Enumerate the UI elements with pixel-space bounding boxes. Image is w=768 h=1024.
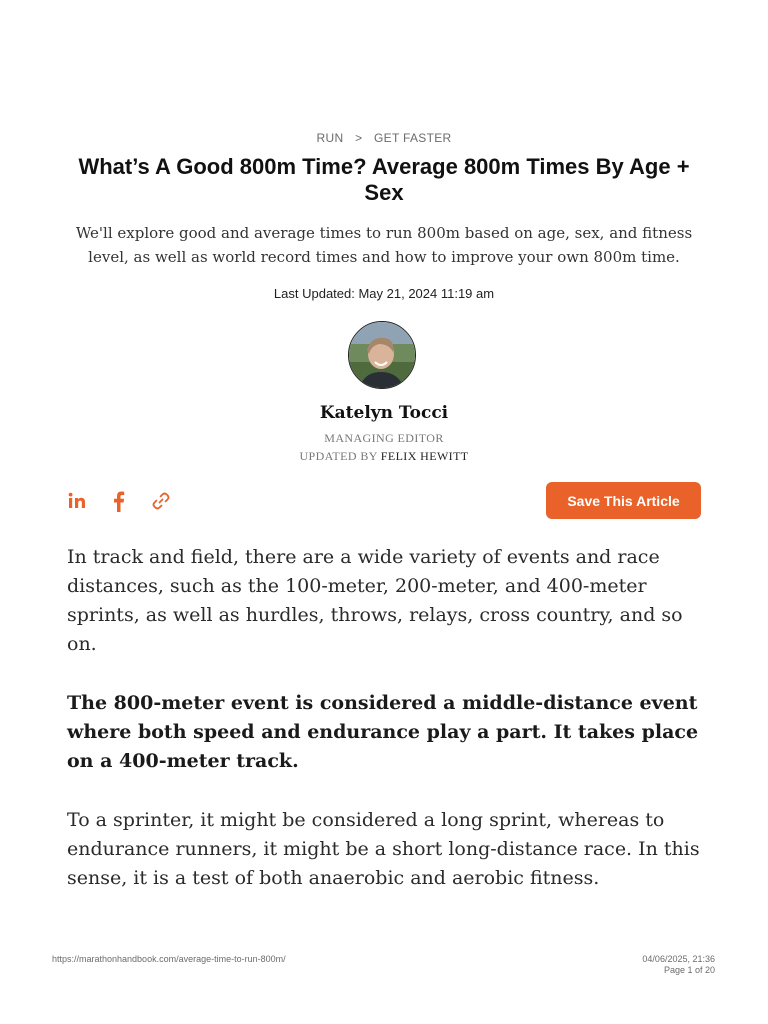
body-paragraph-3: To a sprinter, it might be considered a long sprint, whereas to endurance runners, it might be a short long-distance race. In this sense, it is a test of both anaerobic and aerobic fitness. [67, 809, 700, 889]
updated-by [0, 449, 768, 464]
updated-by-name[interactable]: FELIX HEWITT [380, 449, 469, 463]
body-paragraph-2-bold: The 800-meter event is considered a middle-distance event where both speed and endurance play a part. It takes place on a 400-meter track. [67, 692, 699, 772]
footer-meta [642, 954, 715, 976]
share-bar [66, 488, 192, 514]
author-name[interactable]: Katelyn Tocci [319, 403, 449, 423]
last-updated: Last Updated: May 21, 2024 11:19 am [273, 286, 495, 301]
page-title: What’s A Good 800m Time? Average 800m Times By Age + Sex [78, 154, 690, 205]
link-icon[interactable] [150, 490, 172, 512]
breadcrumb-separator: > [355, 131, 363, 145]
breadcrumb-item-run[interactable]: RUN [316, 131, 344, 145]
footer-url: https://marathonhandbook.com/average-time-to-run-800m/ [52, 954, 286, 964]
footer-datetime: 04/06/2025, 21:36 [642, 954, 715, 964]
author-role: MANAGING EDITOR [324, 431, 444, 445]
avatar-photo [349, 322, 416, 389]
author-avatar[interactable] [348, 321, 416, 389]
linkedin-icon[interactable] [66, 490, 88, 512]
updated-by-label: UPDATED BY [299, 449, 378, 463]
footer-page-number: Page 1 of 20 [663, 965, 715, 975]
article-subtitle: We'll explore good and average times to run 800m based on age, sex, and fitness level, as well as world record times and how to improve your own 800m time. [75, 224, 693, 266]
save-article-button[interactable]: Save This Article [546, 482, 701, 519]
body-paragraph-1: In track and field, there are a wide variety of events and race distances, such as the 100-meter, 200-meter, and 400-meter sprints, as well as hurdles, throws, relays, cross country, and so on. [67, 546, 683, 655]
breadcrumb [0, 131, 768, 145]
facebook-icon[interactable] [108, 490, 130, 512]
breadcrumb-item-get-faster[interactable]: GET FASTER [374, 131, 452, 145]
